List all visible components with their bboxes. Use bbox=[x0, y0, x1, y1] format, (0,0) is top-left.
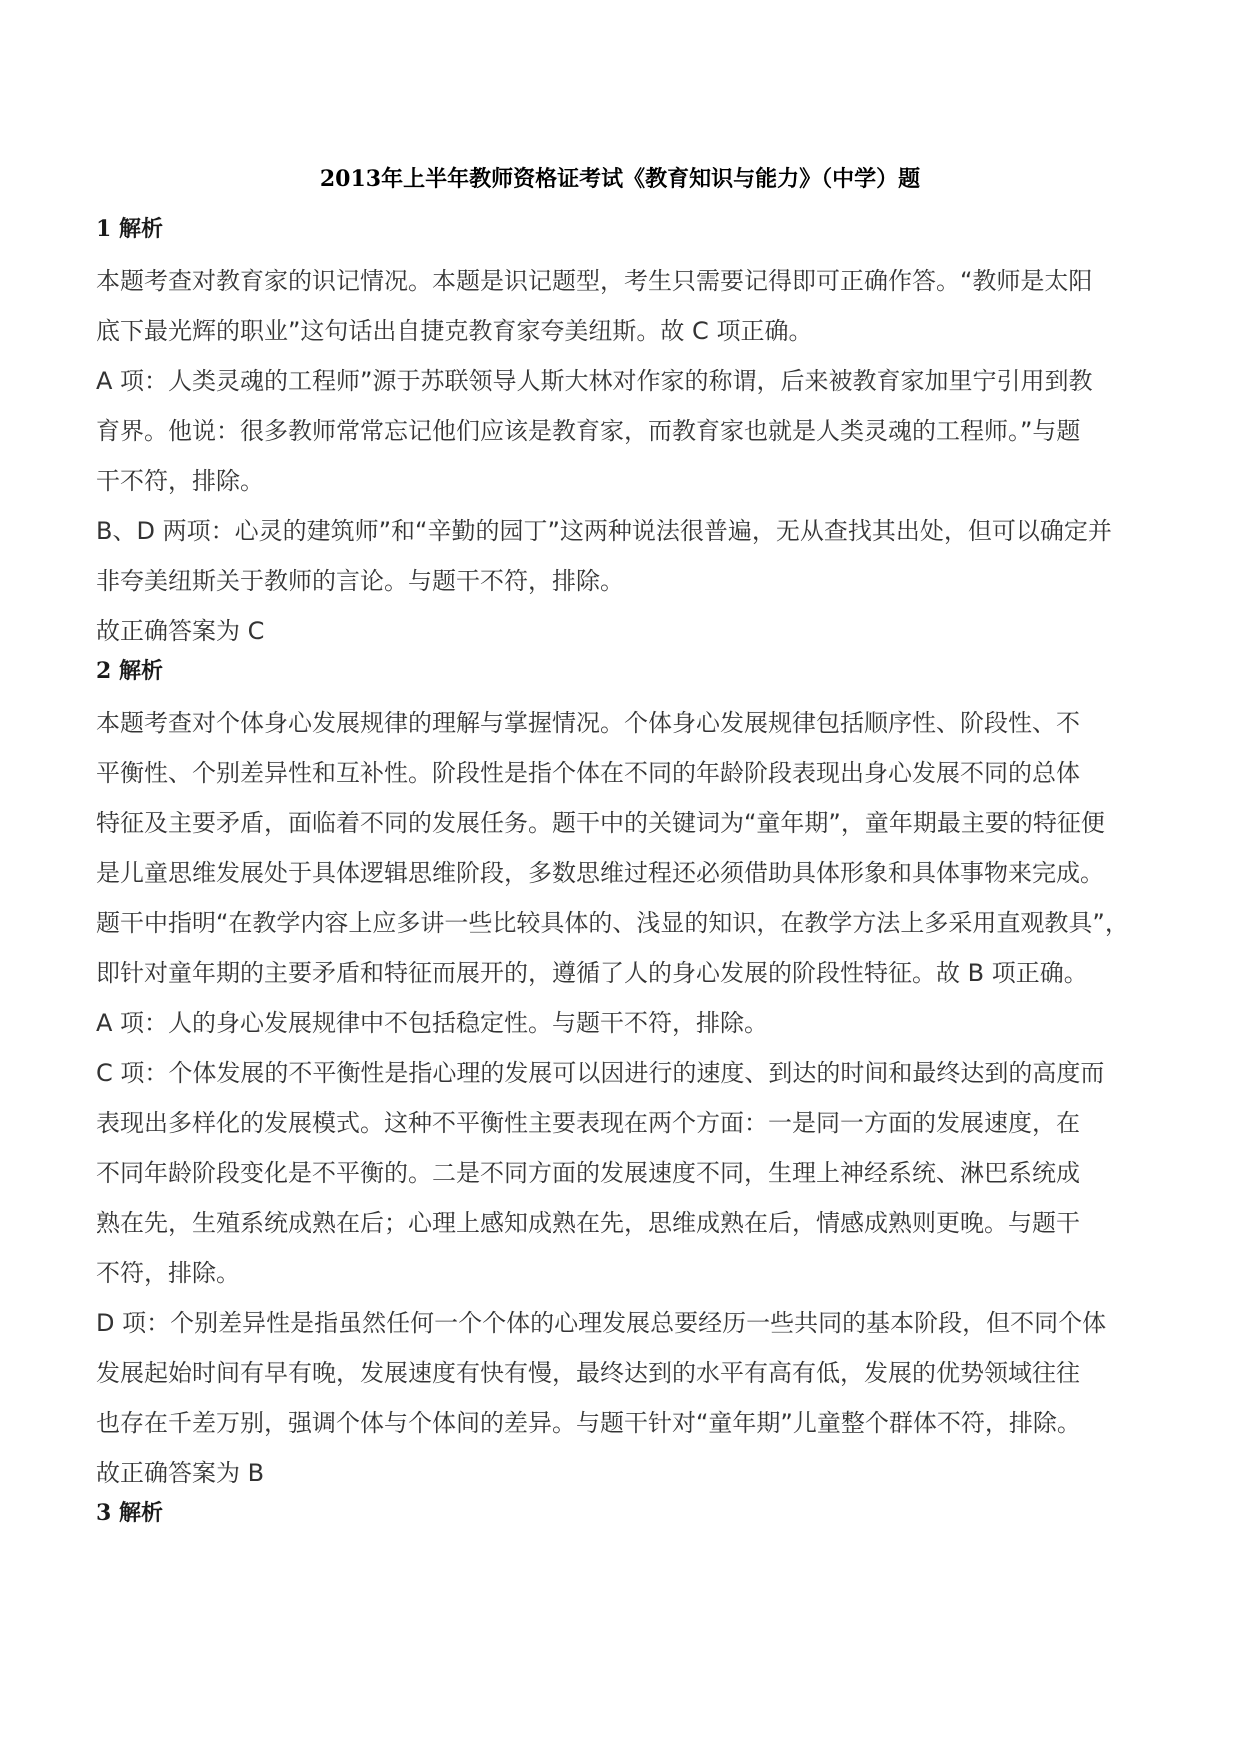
answer-line bbox=[96, 1448, 1176, 1499]
text-line: 熟在先，生殖系统成熟在后；心理上感知成熟在先，思维成熟在后，情感成熟则更晚。与题干 bbox=[96, 1209, 1080, 1237]
text-line: 故正确答案为 B bbox=[96, 1459, 265, 1487]
text-line: D 项：个别差异性是指虽然任何一个个体的心理发展总要经历一些共同的基本阶段，但不同个体 bbox=[96, 1309, 1107, 1337]
section-heading: 1 解析 bbox=[96, 216, 163, 242]
text-line: 本题考查对教育家的识记情况。本题是识记题型，考生只需要记得即可正确作答。“教师是太阳 bbox=[96, 267, 1093, 295]
answer-line bbox=[96, 606, 1176, 657]
paragraph bbox=[96, 998, 1176, 1049]
document-title: 2013年上半年教师资格证考试《教育知识与能力》（中学）题 bbox=[319, 166, 921, 192]
text-line: 也存在千差万别，强调个体与个体间的差异。与题干针对“童年期”儿童整个群体不符，排除。 bbox=[96, 1409, 1081, 1437]
text-line: 育界。他说：很多教师常常忘记他们应该是教育家，而教育家也就是人类灵魂的工程师。”与题 bbox=[96, 417, 1081, 445]
paragraph bbox=[96, 1048, 1176, 1299]
section-heading: 2 解析 bbox=[96, 658, 163, 684]
text-line: B、D 两项：心灵的建筑师”和“辛勤的园丁”这两种说法很普遍，无从查找其出处，但可以确定并 bbox=[96, 517, 1112, 545]
text-line: 不符，排除。 bbox=[96, 1259, 240, 1287]
text-line: 特征及主要矛盾，面临着不同的发展任务。题干中的关键词为“童年期”，童年期最主要的特征便 bbox=[96, 809, 1105, 837]
text-line: 干不符，排除。 bbox=[96, 467, 264, 495]
text-line: A 项：人的身心发展规律中不包括稳定性。与题干不符，排除。 bbox=[96, 1009, 769, 1037]
text-line: C 项：个体发展的不平衡性是指心理的发展可以因进行的速度、到达的时间和最终达到的高度而 bbox=[96, 1059, 1105, 1087]
text-line: 是儿童思维发展处于具体逻辑思维阶段，多数思维过程还必须借助具体形象和具体事物来完成。 bbox=[96, 859, 1104, 887]
section-heading: 3 解析 bbox=[96, 1500, 163, 1526]
paragraph bbox=[96, 506, 1176, 607]
paragraph bbox=[96, 1298, 1176, 1449]
text-line: 平衡性、个别差异性和互补性。阶段性是指个体在不同的年龄阶段表现出身心发展不同的总体 bbox=[96, 759, 1080, 787]
text-line: 本题考查对个体身心发展规律的理解与掌握情况。个体身心发展规律包括顺序性、阶段性、不 bbox=[96, 709, 1080, 737]
paragraph bbox=[96, 256, 1176, 357]
text-line: 发展起始时间有早有晚，发展速度有快有慢，最终达到的水平有高有低，发展的优势领域往往 bbox=[96, 1359, 1080, 1387]
text-line: 故正确答案为 C bbox=[96, 617, 265, 645]
text-line: 即针对童年期的主要矛盾和特征而展开的，遵循了人的身心发展的阶段性特征。故 B 项正确。 bbox=[96, 959, 1088, 987]
text-line: 底下最光辉的职业”这句话出自捷克教育家夸美纽斯。故 C 项正确。 bbox=[96, 317, 813, 345]
text-line: 非夸美纽斯关于教师的言论。与题干不符，排除。 bbox=[96, 567, 624, 595]
text-line: 不同年龄阶段变化是不平衡的。二是不同方面的发展速度不同，生理上神经系统、淋巴系统成 bbox=[96, 1159, 1080, 1187]
text-line: A 项：人类灵魂的工程师”源于苏联领导人斯大林对作家的称谓，后来被教育家加里宁引用到教 bbox=[96, 367, 1093, 395]
text-line: 表现出多样化的发展模式。这种不平衡性主要表现在两个方面：一是同一方面的发展速度，在 bbox=[96, 1109, 1080, 1137]
paragraph bbox=[96, 698, 1176, 999]
paragraph bbox=[96, 356, 1176, 507]
document-body bbox=[96, 214, 1176, 1540]
text-line: 题干中指明“在教学内容上应多讲一些比较具体的、浅显的知识，在教学方法上多采用直观教具”， bbox=[96, 909, 1129, 937]
